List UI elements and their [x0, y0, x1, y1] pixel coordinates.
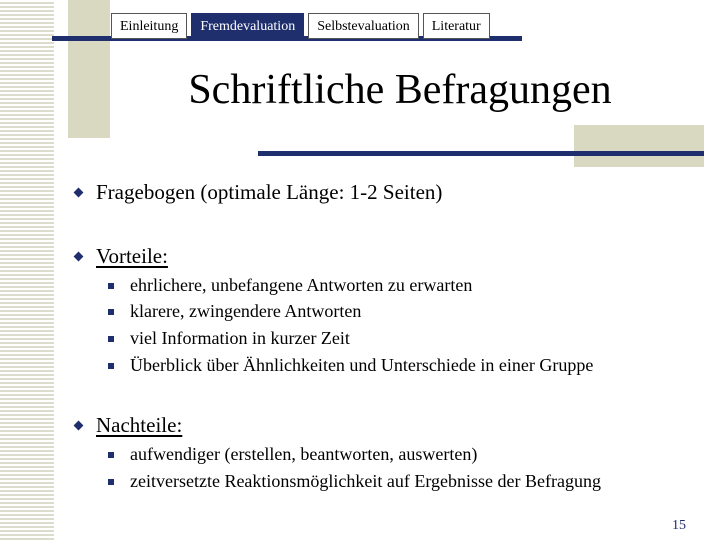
bullet-vorteile — [75, 244, 168, 269]
sub-item-text: ehrlichere, unbefangene Antworten zu erwarten — [130, 275, 473, 295]
tab-einleitung[interactable]: Einleitung — [111, 13, 187, 39]
square-bullet-icon — [108, 336, 114, 342]
sub-item — [108, 471, 601, 492]
bullet-text: Nachteile: — [96, 413, 183, 437]
square-bullet-icon — [108, 283, 114, 289]
tab-fremdevaluation[interactable]: Fremdevaluation — [191, 13, 304, 39]
square-bullet-icon — [108, 452, 114, 458]
sub-item — [108, 328, 350, 349]
tab-literatur[interactable]: Literatur — [423, 13, 490, 39]
square-bullet-icon — [108, 479, 114, 485]
bullet-text: Vorteile: — [96, 244, 168, 268]
diamond-bullet-icon — [74, 252, 84, 262]
square-bullet-icon — [108, 309, 114, 315]
decor-block-right — [574, 125, 704, 167]
sub-item-text: viel Information in kurzer Zeit — [130, 328, 350, 348]
sub-item-text: aufwendiger (erstellen, beantworten, auswerten) — [130, 444, 478, 464]
sub-item — [108, 444, 477, 465]
bullet-nachteile — [75, 413, 182, 438]
bullet-text: Fragebogen (optimale Länge: 1-2 Seiten) — [96, 180, 443, 204]
sub-item-text: klarere, zwingendere Antworten — [130, 301, 362, 321]
tab-selbstevaluation[interactable]: Selbstevaluation — [308, 13, 419, 39]
sub-item — [108, 301, 361, 322]
diamond-bullet-icon — [74, 188, 84, 198]
sub-item-text: zeitversetzte Reaktionsmöglichkeit auf Ergebnisse der Befragung — [130, 471, 602, 491]
sub-item-text: Überblick über Ähnlichkeiten und Unterschiede in einer Gruppe — [130, 355, 594, 375]
page-number: 15 — [672, 518, 686, 533]
diamond-bullet-icon — [74, 421, 84, 431]
bullet-fragebogen — [75, 180, 442, 205]
square-bullet-icon — [108, 363, 114, 369]
decor-bar-right — [258, 151, 704, 156]
slide-title: Schriftliche Befragungen — [188, 67, 612, 113]
navigation-tabs — [111, 13, 494, 39]
sub-item — [108, 275, 472, 296]
sub-item — [108, 355, 593, 376]
